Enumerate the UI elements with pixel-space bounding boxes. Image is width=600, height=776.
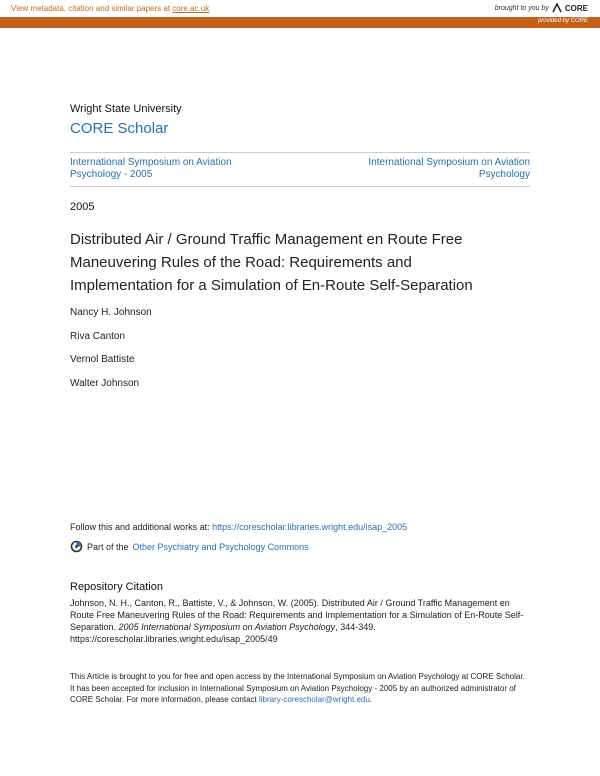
author: Riva Canton [70, 331, 126, 342]
access-notice [70, 671, 530, 706]
core-link[interactable]: core.ac.uk [172, 4, 210, 13]
citation-text: Johnson, N. H., Canton, R., Battiste, V., & Johnson, W. (2005). Distributed Air / Ground Traffic Management en Route Free Maneuvering Rules of the Road: Requirements and Implementation for a Simulation of En-Route Self-Separation. [70, 598, 524, 632]
divider-bottom [70, 186, 530, 187]
author: Vernol Battiste [70, 354, 135, 365]
divider-top [70, 152, 530, 153]
follow-label: Follow this and additional works at: [70, 522, 213, 532]
commons-network-icon [70, 540, 83, 553]
author: Walter Johnson [70, 378, 140, 389]
contact-email-link[interactable]: library-corescholar@wright.edu [258, 695, 370, 704]
notice-end: . [369, 695, 373, 704]
commons-link[interactable]: Other Psychiatry and Psychology Commons [132, 541, 309, 552]
citation-journal: 2005 International Symposium on Aviation Psychology [118, 622, 336, 632]
citation-pages: , 344-349. [335, 622, 376, 632]
top-bar [0, 0, 600, 18]
university-name: Wright State University [70, 103, 182, 115]
core-logo-text[interactable]: CORE [564, 3, 588, 13]
follow-line [70, 522, 407, 532]
repository-citation-heading: Repository Citation [70, 581, 163, 593]
part-of-label: Part of the [87, 541, 129, 552]
core-scholar-link[interactable]: CORE Scholar [70, 120, 169, 137]
repository-citation [70, 597, 530, 645]
collection-link[interactable]: https://corescholar.libraries.wright.edu/isap_2005 [212, 522, 408, 532]
core-logo-icon [552, 3, 562, 13]
paper-title: Distributed Air / Ground Traffic Management en Route Free Maneuvering Rules of the Road: Requirements and Implementation for a Simulation of En-Route Self-Separation [70, 231, 473, 294]
author: Nancy H. Johnson [70, 307, 152, 318]
view-metadata-label: View metadata, citation and similar papers at [11, 4, 173, 13]
series-link-right[interactable]: International Symposium on Aviation Psychology [368, 157, 530, 180]
brought-by [495, 3, 588, 13]
part-of-line [70, 540, 309, 553]
brought-label: brought to you by [494, 4, 549, 12]
citation-url: https://corescholar.libraries.wright.edu/isap_2005/49 [70, 634, 278, 644]
provided-by-text: provided by CORE [537, 18, 588, 24]
notice-text: This Article is brought to you for free and open access by the International Symposium on Aviation Psychology at CORE Scholar. It has been accepted for inclusion in International Symposium on Aviation Psychology - 2005 by an authorized administrator of CORE Scholar. For more information, please contact [70, 672, 525, 704]
view-metadata-text [11, 4, 209, 13]
provided-bar [0, 17, 600, 28]
publication-year: 2005 [70, 201, 95, 213]
series-link-left[interactable]: International Symposium on Aviation Psychology - 2005 [70, 157, 232, 180]
